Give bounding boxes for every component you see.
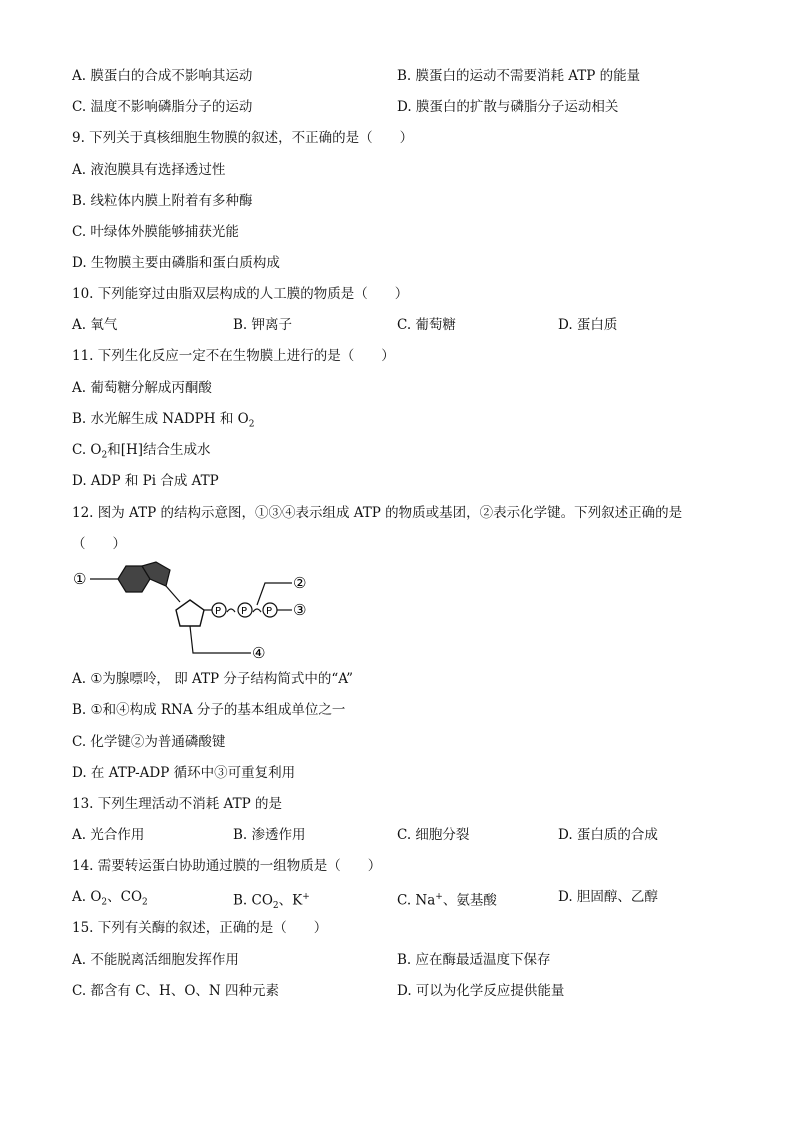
- q14-b-sub: 2: [272, 901, 279, 912]
- bond-2: [253, 609, 261, 612]
- q9-option-d: D. 生物膜主要由磷脂和蛋白质构成: [72, 255, 280, 271]
- q12-option-d: D. 在 ATP-ADP 循环中③可重复利用: [72, 765, 296, 781]
- q14-a-mid: 、CO: [107, 889, 143, 905]
- q14-b-sup: +: [302, 892, 310, 902]
- q14-option-c: [397, 887, 497, 911]
- q10-option-d: D. 蛋白质: [558, 317, 618, 333]
- atp-structure-diagram: [70, 560, 330, 664]
- q11-option-c: [72, 440, 211, 466]
- label-4-leader: [190, 626, 251, 653]
- q14-b-pre: B. CO: [233, 892, 273, 909]
- q14-b-mid: 、K: [278, 892, 303, 909]
- q9-option-c: C. 叶绿体外膜能够捕获光能: [72, 224, 239, 240]
- q13-option-d: D. 蛋白质的合成: [558, 827, 658, 843]
- q15-option-d: D. 可以为化学反应提供能量: [397, 983, 565, 999]
- q10-option-c: C. 葡萄糖: [397, 317, 456, 333]
- q9-option-b: B. 线粒体内膜上附着有多种酶: [72, 193, 253, 209]
- q11-option-b-text: B. 水光解生成 NADPH 和 O: [72, 411, 249, 427]
- q12-option-c: C. 化学键②为普通磷酸键: [72, 734, 226, 750]
- label-4: ④: [252, 644, 266, 662]
- q14-c-post: 、氨基酸: [442, 892, 497, 909]
- q11-option-d: D. ADP 和 Pi 合成 ATP: [72, 473, 219, 489]
- q11-option-b: [72, 409, 254, 435]
- q8-option-c: C. 温度不影响磷脂分子的运动: [72, 99, 253, 115]
- q11-option-c-tail: 和[H]结合生成水: [107, 442, 211, 458]
- q13-option-c: C. 细胞分裂: [397, 827, 470, 843]
- label-2: ②: [293, 574, 307, 592]
- bond-1: [227, 609, 235, 612]
- q8-option-a: A. 膜蛋白的合成不影响其运动: [72, 68, 253, 84]
- q11-stem: 11. 下列生化反应一定不在生物膜上进行的是（ ）: [72, 348, 395, 364]
- q14-stem: 14. 需要转运蛋白协助通过膜的一组物质是（ ）: [72, 858, 382, 874]
- q14-c-sup: +: [435, 892, 443, 902]
- q11-option-c-text: C. O: [72, 442, 102, 458]
- q10-stem: 10. 下列能穿过由脂双层构成的人工膜的物质是（ ）: [72, 286, 409, 302]
- q15-stem: 15. 下列有关酶的叙述，正确的是（ ）: [72, 920, 328, 936]
- ribose-ring: [176, 600, 204, 626]
- q12-paren: （ ）: [72, 536, 126, 552]
- q11-option-c-sub: 2: [101, 450, 108, 461]
- q10-option-a: A. 氧气: [72, 317, 118, 333]
- q15-option-a: A. 不能脱离活细胞发挥作用: [72, 952, 239, 968]
- phosphate-3-label: P: [266, 606, 273, 617]
- q14-a-sub2: 2: [142, 897, 148, 908]
- q11-option-a: A. 葡萄糖分解成丙酮酸: [72, 380, 212, 396]
- phosphate-2-label: P: [241, 606, 248, 617]
- q10-option-b: B. 钾离子: [233, 317, 293, 333]
- phosphate-1-label: P: [215, 606, 222, 617]
- q15-option-b: B. 应在酶最适温度下保存: [397, 952, 551, 968]
- label-3: ③: [293, 601, 307, 619]
- q14-c-pre: C. Na: [397, 892, 436, 909]
- q8-option-d: D. 膜蛋白的扩散与磷脂分子运动相关: [397, 99, 619, 115]
- q13-stem: 13. 下列生理活动不消耗 ATP 的是: [72, 796, 282, 812]
- q14-a-sub1: 2: [101, 897, 108, 908]
- q13-option-b: B. 渗透作用: [233, 827, 306, 843]
- q9-stem: 9. 下列关于真核细胞生物膜的叙述，不正确的是（ ）: [72, 130, 414, 146]
- q15-option-c: C. 都含有 C、H、O、N 四种元素: [72, 983, 279, 999]
- q13-option-a: A. 光合作用: [72, 827, 145, 843]
- q14-option-d: D. 胆固醇、乙醇: [558, 889, 658, 905]
- q14-option-a: [72, 887, 148, 913]
- label-1: ①: [73, 570, 87, 588]
- q8-option-b: B. 膜蛋白的运动不需要消耗 ATP 的能量: [397, 68, 641, 84]
- q12-option-a: A. ①为腺嘌呤， 即 ATP 分子结构简式中的“A”: [72, 671, 353, 687]
- q11-option-b-sub: 2: [248, 419, 255, 430]
- label-2-leader: [257, 583, 292, 605]
- q12-option-b: B. ①和④构成 RNA 分子的基本组成单位之一: [72, 702, 346, 718]
- q9-option-a: A. 液泡膜具有选择透过性: [72, 162, 226, 178]
- q14-a-pre: A. O: [72, 889, 102, 905]
- q14-option-b: [233, 887, 310, 916]
- glycosidic-bond: [166, 586, 180, 602]
- q12-stem: 12. 图为 ATP 的结构示意图，①③④表示组成 ATP 的物质或基团，②表示化学键。下列叙述正确的是: [72, 505, 683, 521]
